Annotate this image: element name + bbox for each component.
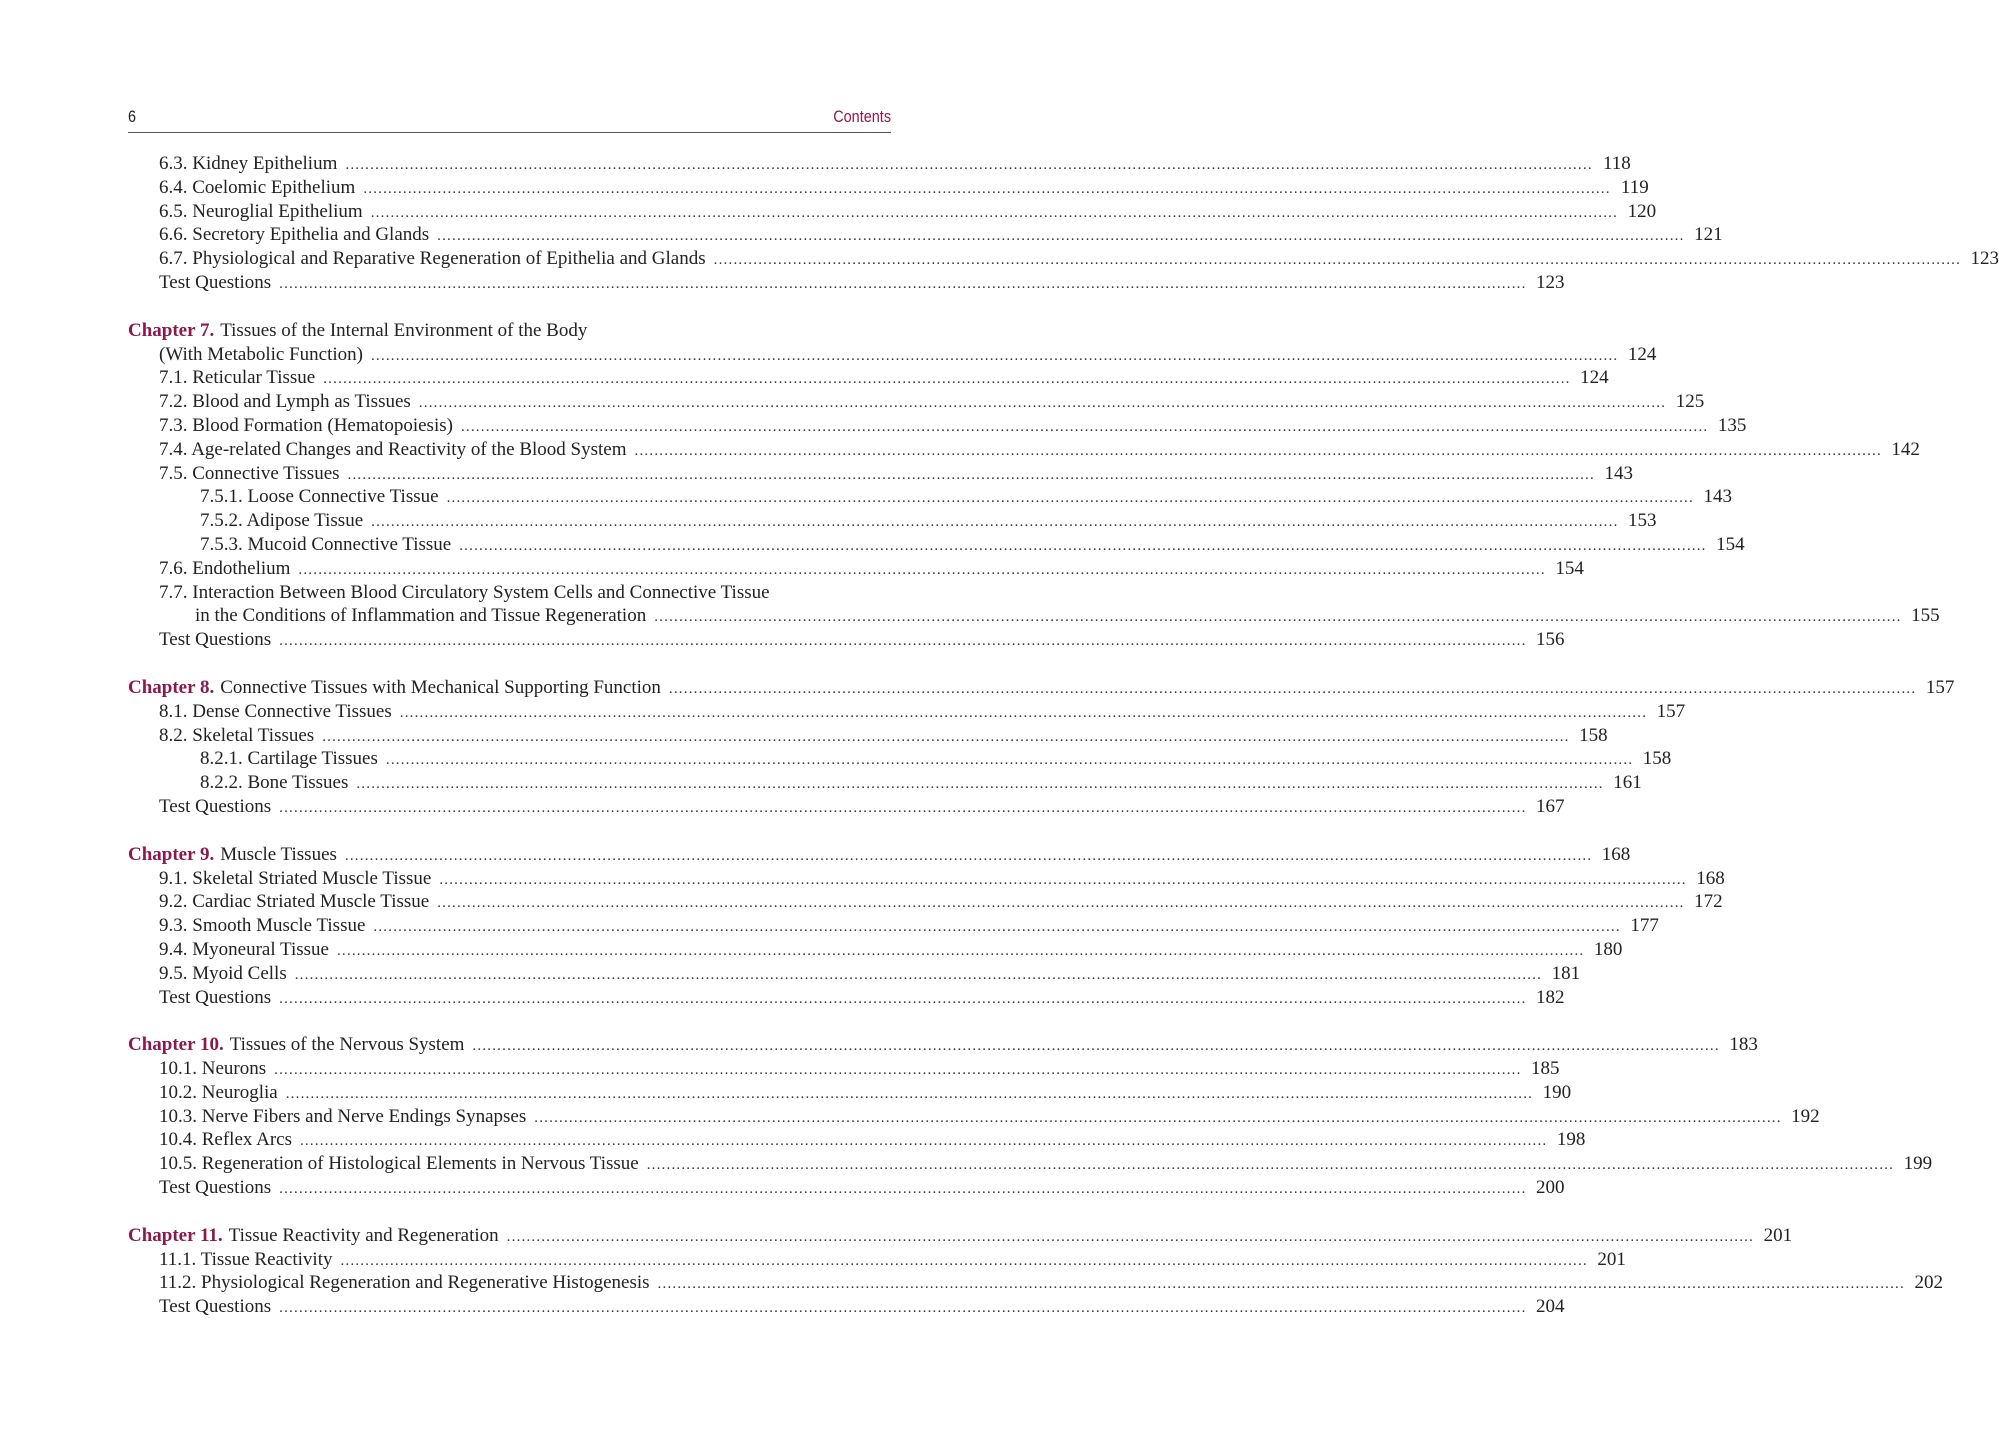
toc-entry-title: 7.5.1. Loose Connective Tissue [200, 486, 439, 508]
toc-entry[interactable] [128, 1152, 1933, 1176]
toc-entry[interactable] [128, 867, 1725, 891]
toc-entry[interactable] [128, 938, 1623, 962]
chapter-label: Chapter 11. [128, 1224, 223, 1246]
toc-entry-page: 125 [1675, 391, 1705, 413]
toc-entry-title: 9.5. Myoid Cells [159, 962, 287, 984]
toc-entry-page: 185 [1531, 1058, 1560, 1080]
dot-leader [279, 1297, 1526, 1321]
dot-leader [419, 392, 1666, 416]
toc-entry-page: 177 [1630, 915, 1659, 937]
toc-entry[interactable] [128, 700, 1686, 724]
toc-entry[interactable] [128, 176, 1649, 200]
toc-entry[interactable] [128, 462, 1633, 486]
toc-entry-title: 9.1. Skeletal Striated Muscle Tissue [159, 867, 432, 889]
chapter-heading[interactable] [128, 843, 1631, 867]
toc-entry-page: 202 [1914, 1272, 1943, 1294]
toc-entry-title: 8.2.1. Cartilage Tissues [200, 748, 378, 770]
toc-subentry[interactable] [128, 771, 1642, 795]
toc-entry[interactable] [128, 1128, 1586, 1152]
toc-entry-title: 10.5. Regeneration of Histological Elements in Nervous Tissue [159, 1153, 639, 1175]
toc-entry-title: 10.4. Reflex Arcs [159, 1129, 292, 1151]
toc-entry-page: 118 [1602, 153, 1631, 174]
toc-entry-page: 123 [1970, 248, 1999, 270]
toc-entry-title: 7.5. Connective Tissues [159, 462, 340, 484]
chapter-title: Tissue Reactivity and Regeneration [228, 1224, 499, 1246]
toc-entry-page: 119 [1620, 176, 1649, 198]
toc-entry[interactable] [128, 1248, 1626, 1272]
dot-leader [274, 1059, 1521, 1083]
dot-leader [437, 892, 1684, 916]
dot-leader [461, 416, 1708, 440]
dot-leader [635, 440, 1882, 464]
toc-entry-title: Test Questions [159, 271, 272, 293]
toc-entry-title: 8.1. Dense Connective Tissues [159, 700, 392, 722]
toc-entry[interactable] [128, 1176, 1565, 1200]
toc-entry-title: 6.5. Neuroglial Epithelium [159, 200, 363, 222]
chapter-heading[interactable] [128, 1224, 1793, 1248]
dot-leader [459, 535, 1706, 559]
dot-leader [279, 630, 1526, 654]
chapter-heading-continued[interactable] [128, 343, 1657, 367]
toc-entry-page: 204 [1536, 1296, 1565, 1318]
toc-entry-page: 192 [1791, 1105, 1820, 1127]
toc-entry-continued[interactable] [128, 604, 1940, 628]
toc-entry[interactable] [128, 581, 891, 605]
toc-entry[interactable] [128, 271, 1565, 295]
toc-entry-title: 10.1. Neurons [159, 1058, 267, 1080]
toc-entry-page: 143 [1703, 486, 1732, 508]
toc-subentry[interactable] [128, 509, 1657, 533]
toc-entry[interactable] [128, 438, 1920, 462]
chapter-label: Chapter 9. [128, 843, 215, 865]
toc-entry-page: 199 [1903, 1153, 1933, 1175]
toc-entry-title: 7.5.3. Mucoid Connective Tissue [200, 533, 452, 555]
toc-entry-page: 120 [1627, 200, 1657, 222]
toc-entry-title-continued: in the Conditions of Inflammation and Tissue Regeneration [195, 605, 647, 627]
dot-leader [654, 606, 1901, 630]
toc-entry-title: 7.3. Blood Formation (Hematopoiesis) [159, 414, 453, 436]
toc-group-chapter-10 [128, 1033, 1933, 1200]
toc-group-chapter-6-continued [128, 152, 1999, 295]
toc-entry[interactable] [128, 962, 1581, 986]
toc-entry-page: 200 [1536, 1177, 1565, 1199]
toc-entry-page: 190 [1542, 1081, 1572, 1103]
toc-entry-page: 168 [1696, 867, 1725, 889]
chapter-heading[interactable] [128, 319, 891, 343]
dot-leader [337, 940, 1584, 964]
toc-entry[interactable] [128, 1057, 1560, 1081]
toc-entry-page: 142 [1891, 438, 1920, 460]
toc-entry-title: Test Questions [159, 629, 272, 651]
toc-subentry[interactable] [128, 485, 1732, 509]
toc-entry-title: Test Questions [159, 795, 272, 817]
chapter-page: 201 [1763, 1224, 1793, 1246]
toc-entry-page: 154 [1716, 533, 1745, 555]
toc-entry-title: 11.2. Physiological Regeneration and Regenerative Histogenesis [159, 1272, 650, 1294]
toc-entry[interactable] [128, 557, 1584, 581]
chapter-page: 183 [1729, 1034, 1758, 1056]
dot-leader [472, 1035, 1719, 1059]
toc-entry-page: 161 [1613, 772, 1642, 794]
toc-entry-title: Test Questions [159, 986, 272, 1008]
dot-leader [345, 154, 1592, 178]
toc-entry-title: 7.4. Age-related Changes and Reactivity of the Blood System [159, 438, 627, 460]
toc-entry-page: 181 [1551, 962, 1581, 984]
chapter-label: Chapter 7. [128, 319, 215, 341]
dot-leader [279, 1178, 1526, 1202]
toc-entry-page: 180 [1593, 938, 1623, 960]
toc-entry-page: 172 [1694, 891, 1723, 913]
toc-entry-page: 182 [1536, 986, 1565, 1008]
table-of-contents [128, 152, 1999, 1343]
toc-entry-title: 6.6. Secretory Epithelia and Glands [159, 224, 430, 246]
toc-entry-title: 10.3. Nerve Fibers and Nerve Endings Synapses [159, 1105, 527, 1127]
toc-entry-page: 157 [1656, 700, 1686, 722]
dot-leader [371, 345, 1618, 369]
toc-entry-page: 123 [1536, 271, 1565, 293]
toc-entry-page: 143 [1604, 462, 1633, 484]
chapter-title: Tissues of the Nervous System [229, 1034, 465, 1056]
toc-entry[interactable] [128, 914, 1659, 938]
dot-leader [279, 797, 1526, 821]
chapter-title-continued: (With Metabolic Function) [159, 343, 363, 365]
toc-group-chapter-7 [128, 319, 1940, 652]
dot-leader [669, 678, 1916, 702]
dot-leader [295, 964, 1542, 988]
toc-entry-title: 8.2.2. Bone Tissues [200, 772, 349, 794]
dot-leader [298, 559, 1545, 583]
dot-leader [279, 988, 1526, 1012]
toc-entry[interactable] [128, 1271, 1943, 1295]
chapter-title: Muscle Tissues [220, 843, 337, 865]
chapter-page: 157 [1925, 676, 1955, 698]
toc-entry-title: 6.4. Coelomic Epithelium [159, 176, 356, 198]
toc-entry-title: 6.7. Physiological and Reparative Regeneration of Epithelia and Glands [159, 248, 706, 270]
toc-entry-page: 158 [1642, 748, 1672, 770]
toc-entry-page: 154 [1555, 557, 1584, 579]
dot-leader [345, 845, 1592, 869]
toc-entry-page: 158 [1579, 724, 1608, 746]
toc-entry-page: 124 [1580, 367, 1609, 389]
dot-leader [447, 487, 1694, 511]
chapter-heading[interactable] [128, 676, 1955, 700]
toc-entry-title: 7.5.2. Adipose Tissue [200, 510, 364, 532]
toc-entry[interactable] [128, 724, 1608, 748]
dot-leader [356, 773, 1603, 797]
toc-entry-title: Test Questions [159, 1177, 272, 1199]
toc-entry-page: 201 [1597, 1248, 1626, 1270]
toc-entry[interactable] [128, 890, 1723, 914]
toc-entry-page: 135 [1717, 414, 1747, 436]
toc-entry-page: 198 [1556, 1129, 1586, 1151]
dot-leader [371, 511, 1618, 535]
toc-entry-page: 156 [1536, 629, 1565, 651]
toc-entry[interactable] [128, 1081, 1572, 1105]
toc-entry-page: 121 [1694, 224, 1723, 246]
toc-entry-title: 9.2. Cardiac Striated Muscle Tissue [159, 891, 430, 913]
toc-entry-title: 7.6. Endothelium [159, 557, 291, 579]
toc-entry-title: 8.2. Skeletal Tissues [159, 724, 315, 746]
dot-leader [647, 1154, 1894, 1178]
chapter-heading[interactable] [128, 1033, 1758, 1057]
toc-group-chapter-9 [128, 843, 1725, 1010]
toc-entry[interactable] [128, 247, 1999, 271]
toc-group-chapter-11 [128, 1224, 1943, 1319]
toc-entry-title: 9.3. Smooth Muscle Tissue [159, 915, 366, 937]
chapter-title: Tissues of the Internal Environment of the Body [220, 319, 588, 341]
toc-entry-page: 153 [1628, 510, 1657, 532]
chapter-page: 168 [1601, 843, 1631, 865]
toc-entry[interactable] [128, 986, 1565, 1010]
toc-entry-title: Test Questions [159, 1296, 272, 1318]
running-header [128, 106, 891, 133]
dot-leader [714, 249, 1961, 273]
dot-leader [323, 368, 1570, 392]
dot-leader [400, 702, 1647, 726]
toc-entry[interactable] [128, 152, 1631, 176]
dot-leader [386, 749, 1633, 773]
chapter-label: Chapter 10. [128, 1034, 224, 1056]
toc-entry[interactable] [128, 200, 1657, 224]
dot-leader [286, 1083, 1533, 1107]
dot-leader [439, 869, 1686, 893]
dot-leader [348, 464, 1595, 488]
chapter-label: Chapter 8. [128, 676, 215, 698]
toc-entry-title: 7.2. Blood and Lymph as Tissues [159, 391, 411, 413]
toc-entry-title: 7.1. Reticular Tissue [159, 367, 316, 389]
dot-leader [534, 1107, 1781, 1131]
toc-entry[interactable] [128, 628, 1565, 652]
toc-entry-title: 7.7. Interaction Between Blood Circulatory System Cells and Connective Tissue [159, 581, 770, 603]
dot-leader [322, 726, 1569, 750]
chapter-title: Connective Tissues with Mechanical Supporting Function [220, 676, 661, 698]
chapter-page: 124 [1627, 343, 1657, 365]
page-number: 6 [128, 107, 137, 126]
toc-entry[interactable] [128, 1105, 1820, 1129]
toc-entry-page: 167 [1536, 795, 1565, 817]
toc-entry-page: 155 [1911, 605, 1940, 627]
toc-entry-title: 9.4. Myoneural Tissue [159, 938, 329, 960]
toc-entry-title: 11.1. Tissue Reactivity [159, 1248, 333, 1270]
toc-entry[interactable] [128, 390, 1705, 414]
toc-group-chapter-8 [128, 676, 1955, 819]
toc-entry[interactable] [128, 795, 1565, 819]
toc-entry[interactable] [128, 1295, 1565, 1319]
toc-entry-title: 10.2. Neuroglia [159, 1081, 278, 1103]
toc-subentry[interactable] [128, 533, 1745, 557]
dot-leader [373, 916, 1620, 940]
dot-leader [363, 178, 1610, 202]
toc-subentry[interactable] [128, 747, 1672, 771]
toc-entry[interactable] [128, 366, 1609, 390]
toc-entry-title: 6.3. Kidney Epithelium [159, 153, 338, 174]
toc-entry[interactable] [128, 414, 1747, 438]
dot-leader [300, 1130, 1547, 1154]
dot-leader [371, 202, 1618, 226]
dot-leader [279, 273, 1526, 297]
dot-leader [340, 1250, 1587, 1274]
header-title: Contents [833, 107, 891, 126]
dot-leader [437, 225, 1684, 249]
dot-leader [507, 1226, 1754, 1250]
dot-leader [658, 1273, 1905, 1297]
toc-entry[interactable] [128, 223, 1723, 247]
